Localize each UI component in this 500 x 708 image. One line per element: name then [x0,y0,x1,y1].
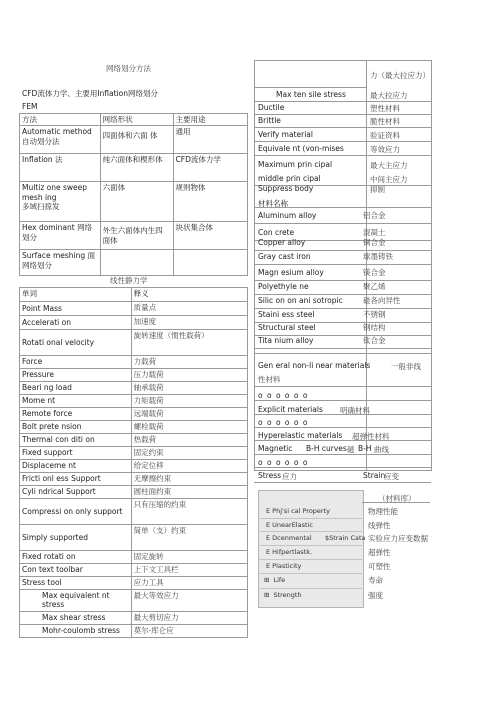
table-row [20,421,248,434]
table-row [20,395,248,408]
mesh-shape: 六面体 [102,183,126,193]
mesh-use: 块状集合体 [175,223,214,233]
material-en: Copper alloy [258,238,306,247]
material-en: Con crete [258,228,295,237]
explicit-zh: 明确材料 [340,406,370,415]
result-term-zh: 脆性材料 [370,117,400,126]
library-item-zh: 可塑性 [368,562,391,571]
header-use: 主要用途 [173,114,247,126]
library-item-zh: 强度 [368,591,383,600]
result-term-zh: 等效应力 [370,145,400,154]
material-zh: 铝合金 [363,211,386,220]
statics-table [19,287,248,638]
mesh-shape: 四面体和六面 体 [102,131,158,141]
result-term-en: Maximum prin cipal [258,160,333,169]
result-term-en: middle prin cipal [258,174,321,183]
term-en: Max equivalent nt stress [20,590,132,612]
table-row [20,577,248,590]
material-zh: 不锈钢 [363,310,386,319]
table-row [20,154,248,182]
table-row [20,302,248,316]
material-en: Tita nium alloy [258,336,314,345]
table-row [20,447,248,460]
term-zh: 只有压缩的约束 [131,499,247,525]
term-en: Compressi on only support [20,499,132,525]
table-row [20,460,248,473]
method-name-zh: 网络划分 [22,260,52,270]
magnetic-mid: 磁 [347,445,355,454]
library-tree-item[interactable] [266,562,301,570]
term-en: Fixed rotati on [20,551,132,564]
term-zh: 上下文工具栏 [131,564,247,577]
term-en: Pressure [20,369,132,382]
strain-en: Strain [363,471,386,480]
term-zh: 螺栓载荷 [131,421,247,434]
term-zh: 圆柱面约束 [131,486,247,499]
term-en: Cyli ndrical Support [20,486,132,499]
mesh-shape: 纯六面体和楔形体 [102,155,163,165]
library-item-zh: 物理性能 [368,507,398,516]
material-zh: 镁合金 [363,268,386,277]
expand-icon[interactable]: ⊞ [264,576,270,584]
dots: o o o o o o [258,458,309,467]
header-shape: 网络形状 [100,114,173,126]
term-zh: 质量点 [131,302,247,316]
term-zh: 应力工具 [131,577,247,590]
library-tree-item[interactable] [266,507,330,515]
materials-title: 材料名称 [258,199,288,208]
result-term-zh: 中间主应力 [370,175,408,184]
result-term-zh: 塑性材料 [370,104,400,113]
term-en: Mohr-coulomb stress [20,624,132,637]
term-en: Con text toolbar [20,564,132,577]
table-row [20,316,248,330]
material-en: Gray cast iron [258,252,311,261]
material-zh: 铜合金 [363,238,386,247]
method-name: Multiz one sweep [22,183,88,193]
mesh-use: 规则物体 [175,183,206,193]
library-item-label: Strength [273,591,302,599]
material-en: Silic on on ani sotropic [258,296,343,305]
term-en: Fricti onl ess Support [20,473,132,486]
table-row [20,330,248,356]
library-item-label: E Hifpertlastk. [266,548,313,556]
mesh-shape: 外生六面体内生四面体 [102,226,163,245]
dots: o o o o o o [258,418,309,427]
term-en: Stress tool [20,577,132,590]
table-row [20,590,248,612]
term-en: Bolt prete nsion [20,421,132,434]
material-en: Polyethyle ne [258,282,309,291]
term-en: Simply supported [20,525,132,551]
mesh-use: 通用 [175,127,191,137]
material-en: Aluminum alloy [258,211,317,220]
term-zh: 远端载荷 [131,408,247,421]
header-method: 方法 [20,114,101,126]
term-zh: 简单（支）约束 [131,525,247,551]
material-zh: 钛合金 [363,336,386,345]
library-tree-item[interactable] [264,591,302,599]
material-zh: 聚乙烯 [363,282,386,291]
library-item-zh: 超弹性 [368,548,391,557]
table-row [20,624,248,637]
general-en: Gen eral non-li near materials [258,361,371,370]
table-row [20,222,248,250]
term-zh: 加速度 [131,316,247,330]
term-zh: 固定约束 [131,447,247,460]
mesh-title: 网络划分方法 [106,64,151,73]
divider [254,87,366,88]
material-zh: 球墨铸铁 [363,252,393,261]
result-term-en: Ductile [258,103,285,112]
table-row [20,473,248,486]
term-zh: 旋转速度（惯性载荷） [131,330,247,356]
library-item-zh: 寿命 [368,576,383,585]
magnetic-curves: B-H curves [306,444,347,453]
term-zh: 给定位移 [131,460,247,473]
header-word: 单词 [20,288,132,302]
mesh-use: CFD流体力学 [175,155,221,165]
general-zh: 一般非线 [391,362,421,371]
statics-header [20,288,248,302]
library-item-label: E Plasticity [266,562,302,570]
library-item-label: E UnearElastic [266,521,313,529]
method-name: Inflation 法 [22,155,63,165]
method-name: Automatic method [22,127,92,137]
hyper-en: Hyperelastic materials [258,431,343,440]
term-zh: 轴承载荷 [131,382,247,395]
library-item-label: Life [273,576,286,584]
dots: o o o o o o [258,391,309,400]
term-en: Displaceme nt [20,460,132,473]
method-name-zh: 划分 [22,232,37,242]
result-term-zh: 最大主应力 [370,161,408,170]
library-item-label: E Phj'si cal Property [266,507,330,515]
hyper-zh: 超弹性材料 [352,432,390,441]
library-header: （材料库） [378,494,416,503]
material-zh: 硅各向异性 [363,296,401,305]
result-term-zh: 最大拉应力 [370,91,408,100]
stress-en: Stress [258,471,282,480]
term-zh: 最大等效应力 [131,590,247,612]
method-name-zh: 自动划分法 [22,136,60,146]
table-row [20,525,248,551]
term-en: Fixed support [20,447,132,460]
term-en: Rotati onal velocity [20,330,132,356]
mesh-subtitle: CFD流体力学、主要用Inflation网络划分 [22,89,158,98]
table-row [20,382,248,395]
result-term-zh: 抑制 [370,185,385,194]
method-name-zh: 多域扫掠发 [22,202,60,212]
term-en: Beari ng load [20,382,132,395]
material-zh: 钢结构 [363,323,386,332]
term-zh: 无摩擦约束 [131,473,247,486]
term-en: Mome nt [20,395,132,408]
term-en: Accelerati on [20,316,132,330]
explicit-en: Explicit materials [258,405,323,414]
header-meaning: 释义 [131,288,247,302]
table-row [20,434,248,447]
magnetic-bh: B-H [358,444,372,453]
result-term-en: Max ten sile stress [276,90,346,99]
library-item-zh: 实验应力应变数据 [368,534,428,543]
table-row [20,250,248,276]
term-zh: 热载荷 [131,434,247,447]
library-item-extra: $Strain Cata [325,534,366,542]
magnetic-en: Magnetic [258,444,293,453]
material-en: Structural steel [258,323,316,332]
table-row [20,564,248,577]
table-row [20,182,248,222]
table-row [20,551,248,564]
method-name: mesh ing [22,192,57,202]
library-tree-item[interactable] [264,576,285,584]
expand-icon[interactable]: ⊞ [264,591,270,599]
table-row [20,369,248,382]
library-tree-item[interactable] [266,548,312,556]
mesh-table-header [20,114,248,126]
magnetic-zh: 曲线 [374,445,389,454]
term-en: Remote force [20,408,132,421]
method-name: Surface meshing 面 [22,251,96,261]
result-term-zh: 验证资料 [370,131,400,140]
term-zh: 力矩载荷 [131,395,247,408]
library-item-label: E Dcenmental [266,534,312,542]
results-top-zh: 力（最大拉应力） [370,71,430,80]
table-row [20,499,248,525]
term-zh: 最大剪切应力 [131,611,247,624]
table-row [20,408,248,421]
term-zh: 莫尔-库仑应 [131,624,247,637]
mesh-table [19,113,248,276]
result-term-en: Brittle [258,116,281,125]
table-row [20,611,248,624]
table-row [20,486,248,499]
library-item-zh: 线弹性 [368,521,391,530]
material-zh: 混凝土 [363,228,386,237]
term-zh: 力载荷 [131,356,247,369]
material-en: Staini ess steel [258,310,315,319]
term-zh: 固定旋转 [131,551,247,564]
term-en: Thermal con diti on [20,434,132,447]
term-en: Point Mass [20,302,132,316]
strain-zh: 应变 [384,472,399,481]
result-term-en: Suppress body [258,184,314,193]
result-term-en: Verify material [258,130,313,139]
library-tree-item[interactable] [266,521,313,529]
fem-label: FEM [22,102,38,111]
library-tree-item[interactable] [266,534,312,542]
general-zh2: 性材料 [258,375,281,384]
term-en: Max shear stress [20,611,132,624]
material-en: Magn esium alloy [258,268,324,277]
statics-title: 线性静力学 [110,276,148,285]
method-name: Hex dominant 网络 [22,223,93,233]
table-row [20,126,248,154]
table-row [20,356,248,369]
result-term-en: Equivale nt (von-mises [258,144,344,153]
term-en: Force [20,356,132,369]
term-zh: 压力载荷 [131,369,247,382]
stress-zh: 应力 [282,472,297,481]
